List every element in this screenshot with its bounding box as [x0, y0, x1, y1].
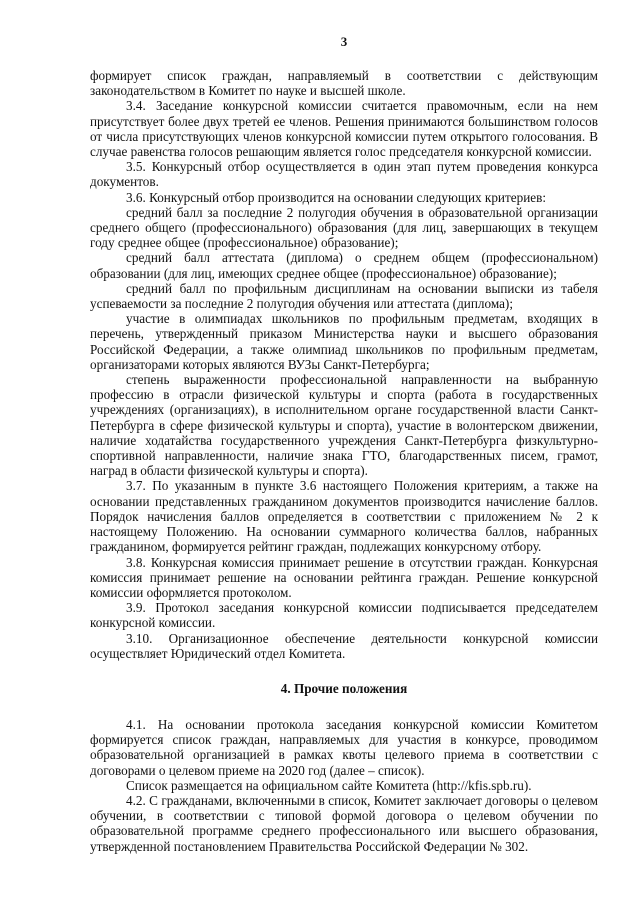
page-number: 3	[340, 34, 348, 49]
paragraph-3-4: 3.4. Заседание конкурсной комиссии считается правомочным, если на нем присутствует более двух третей ее членов. Решения принимаются большинством голосов от числа присутствующих членов конкурсной комиссии путем открытого голосования. В случае равенства голосов решающим является голос председателя конкурсной комиссии.	[90, 98, 598, 160]
criterion-professional-orientation: степень выраженности профессиональной направленности на выбранную профессию в отрасли физической культуры и спорта (работа в государственных учреждениях (организациях), в исполнительном органе государственной власти Санкт-Петербурга в сфере физической культуры и спорта), участие в волонтерском движении, наличие ходатайства государственного учреждения Санкт-Петербурга физкультурно-спортивной направленности, наличие знака ГТО, благодарственных писем, грамот, наград в области физической культуры и спорта).	[90, 372, 598, 479]
paragraph-4-1: 4.1. На основании протокола заседания конкурсной комиссии Комитетом формируется список граждан, направляемых для участия в конкурсе, проводимом образовательной организацией в рамках квоты целевого приема в соответствии с договорами о целевом приеме на 2020 год (далее – список).	[90, 716, 598, 778]
criterion-profile-disciplines: средний балл по профильным дисциплинам на основании выписки из табеля успеваемости за последние 2 полугодия обучения или аттестата (диплома);	[90, 280, 598, 312]
section-heading: 4. Прочие положения	[280, 680, 408, 696]
paragraph-3-8: 3.8. Конкурсная комиссия принимает решение в отсутствии граждан. Конкурсная комиссия принимает решение на основании рейтинга граждан. Решение конкурсной комиссии оформляется протоколом.	[90, 554, 598, 600]
paragraph-list-published: Список размещается на официальном сайте Комитета (http://kfis.spb.ru).	[126, 777, 532, 793]
criterion-certificate-score: средний балл аттестата (диплома) о среднем общем (профессиональном) образовании (для лиц, имеющих среднее общее (профессиональное) образование);	[90, 250, 598, 281]
paragraph-3-7: 3.7. По указанным в пункте 3.6 настоящего Положения критериям, а также на основании представленных гражданином документов производится начисление баллов. Порядок начисления баллов определяется в соответствии с приложением № 2 к настоящему Положению. На основании суммарного количества баллов, набранных гражданином, формируется рейтинг граждан, подлежащих конкурсному отбору.	[90, 478, 598, 555]
paragraph-3-9: 3.9. Протокол заседания конкурсной комиссии подписывается председателем конкурсной комиссии.	[90, 600, 598, 631]
criterion-average-score: средний балл за последние 2 полугодия обучения в образовательной организации среднего общего (профессионального) образования (для лиц, завершающих в текущем году среднее общее (профессиональное) образование);	[90, 204, 598, 251]
paragraph-continuation: формирует список граждан, направляемый в соответствии с действующим законодательством в Комитет по науке и высшей школе.	[90, 68, 598, 99]
paragraph-3-6: 3.6. Конкурсный отбор производится на основании следующих критериев:	[126, 189, 546, 205]
criterion-olympiads: участие в олимпиадах школьников по профильным предметам, входящих в перечень, утвержденный приказом Министерства науки и высшего образования Российской Федерации, а также олимпиад школьников по профильным предметам, организаторами которых являются ВУЗы Санкт-Петербурга;	[90, 311, 598, 372]
paragraph-3-5: 3.5. Конкурсный отбор осуществляется в один этап путем проведения конкурса документов.	[90, 159, 598, 190]
paragraph-4-2: 4.2. С гражданами, включенными в список, Комитет заключает договоры о целевом обучении, в соответствии с типовой формой договора о целевом обучении по образовательной программе среднего профессионального или высшего образования, утвержденной постановлением Правительства Российской Федерации № 302.	[90, 792, 598, 854]
document-body	[90, 68, 598, 854]
paragraph-3-10: 3.10. Организационное обеспечение деятельности конкурсной комиссии осуществляет Юридический отдел Комитета.	[90, 630, 598, 661]
